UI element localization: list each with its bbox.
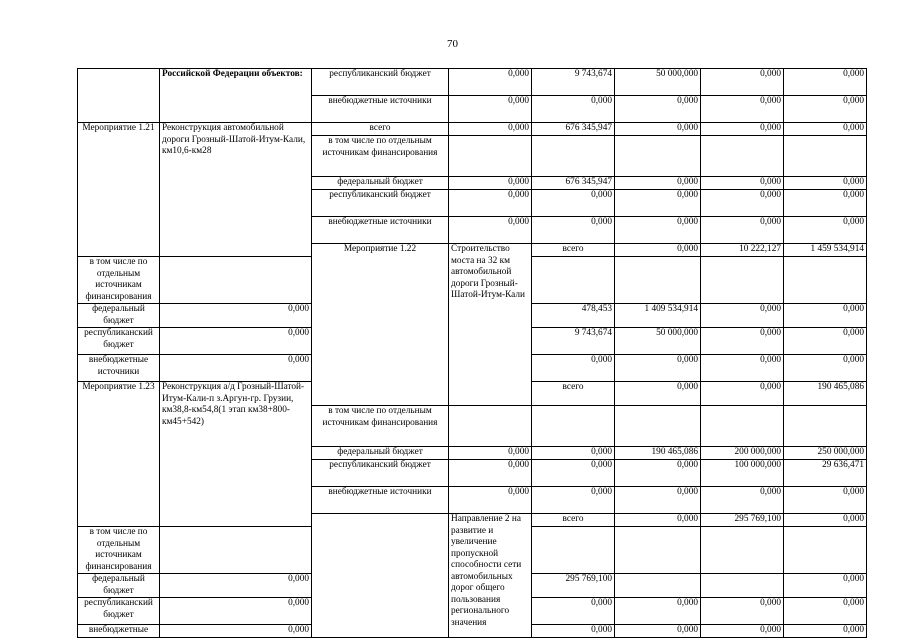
value-cell: 0,000 <box>615 625 701 638</box>
value-cell: 0,000 <box>449 190 532 217</box>
value-cell: 0,000 <box>784 177 867 190</box>
source-label: всего <box>532 244 615 257</box>
value-cell: 0,000 <box>532 190 615 217</box>
value-cell: 0,000 <box>449 460 532 487</box>
measure-label-cell <box>312 514 449 638</box>
value-cell: 0,000 <box>701 487 784 514</box>
value-cell: 0,000 <box>615 382 701 406</box>
value-cell: 0,000 <box>532 460 615 487</box>
value-cell: 478,453 <box>532 304 615 328</box>
value-cell: 0,000 <box>532 487 615 514</box>
value-cell: 0,000 <box>784 598 867 625</box>
value-cell <box>615 406 701 447</box>
source-label: республиканский бюджет <box>78 328 160 355</box>
value-cell: 0,000 <box>160 625 312 638</box>
value-cell: 0,000 <box>449 96 532 123</box>
value-cell: 200 000,000 <box>701 447 784 460</box>
direction-name-cell: Направление 2 на развитие и увеличение пропускной способности сети автомобильных дорог общего пользования регионального значения <box>449 514 532 638</box>
value-cell: 0,000 <box>615 190 701 217</box>
value-cell: 0,000 <box>615 96 701 123</box>
value-cell <box>532 406 615 447</box>
value-cell: 50 000,000 <box>615 69 701 96</box>
source-label: внебюджетные источники <box>78 355 160 382</box>
value-cell: 295 769,100 <box>532 574 615 598</box>
value-cell <box>701 257 784 304</box>
value-cell: 9 743,674 <box>532 328 615 355</box>
value-cell: 295 769,100 <box>701 514 784 527</box>
source-label: республиканский бюджет <box>312 190 449 217</box>
source-label: федеральный бюджет <box>312 177 449 190</box>
source-label: внебюджетные источники <box>312 96 449 123</box>
value-cell: 676 345,947 <box>532 123 615 136</box>
value-cell: 0,000 <box>701 123 784 136</box>
budget-table <box>77 68 867 638</box>
source-label: федеральный бюджет <box>78 574 160 598</box>
measure-label-cell: Мероприятие 1.21 <box>78 123 160 257</box>
object-name-cell-text: Российской Федерации объектов: <box>162 69 303 79</box>
source-label: в том числе по отдельным источникам финансирования <box>312 406 449 447</box>
value-cell <box>615 574 701 598</box>
value-cell: 50 000,000 <box>615 328 701 355</box>
value-cell: 0,000 <box>532 598 615 625</box>
value-cell: 0,000 <box>784 69 867 96</box>
value-cell: 0,000 <box>615 123 701 136</box>
value-cell: 0,000 <box>784 217 867 244</box>
value-cell: 0,000 <box>160 574 312 598</box>
value-cell: 0,000 <box>784 574 867 598</box>
value-cell: 0,000 <box>701 382 784 406</box>
value-cell <box>615 136 701 177</box>
value-cell <box>615 257 701 304</box>
value-cell: 0,000 <box>701 625 784 638</box>
value-cell <box>784 527 867 574</box>
source-label: в том числе по отдельным источникам финансирования <box>78 527 160 574</box>
value-cell: 100 000,000 <box>701 460 784 487</box>
value-cell <box>532 527 615 574</box>
value-cell: 1 459 534,914 <box>784 244 867 257</box>
value-cell: 190 465,086 <box>784 382 867 406</box>
value-cell: 0,000 <box>615 355 701 382</box>
value-cell: 0,000 <box>701 190 784 217</box>
object-name-cell <box>160 69 312 123</box>
measure-name-cell: Строительство моста на 32 км автомобильной дороги Грозный-Шатой-Итум-Кали <box>449 244 532 406</box>
value-cell: 0,000 <box>532 96 615 123</box>
value-cell: 0,000 <box>532 447 615 460</box>
value-cell: 0,000 <box>532 217 615 244</box>
source-label: республиканский бюджет <box>312 69 449 96</box>
value-cell: 0,000 <box>784 487 867 514</box>
value-cell <box>449 136 532 177</box>
value-cell: 676 345,947 <box>532 177 615 190</box>
value-cell: 0,000 <box>615 177 701 190</box>
value-cell: 0,000 <box>701 217 784 244</box>
value-cell: 0,000 <box>160 328 312 355</box>
value-cell: 9 743,674 <box>532 69 615 96</box>
value-cell <box>784 406 867 447</box>
source-label: республиканский бюджет <box>78 598 160 625</box>
value-cell: 0,000 <box>615 217 701 244</box>
measure-label-cell: Мероприятие 1.23 <box>78 382 160 527</box>
value-cell: 0,000 <box>701 328 784 355</box>
value-cell: 0,000 <box>615 244 701 257</box>
value-cell: 0,000 <box>449 123 532 136</box>
value-cell <box>532 136 615 177</box>
value-cell <box>449 406 532 447</box>
value-cell: 0,000 <box>615 460 701 487</box>
value-cell: 0,000 <box>449 177 532 190</box>
measure-name-cell: Реконструкция автомобильной дороги Грозный-Шатой-Итум-Кали, км10,6-км28 <box>160 123 312 257</box>
source-label: всего <box>532 382 615 406</box>
source-label: федеральный бюджет <box>78 304 160 328</box>
page-number: 70 <box>447 38 458 50</box>
value-cell <box>160 257 312 304</box>
value-cell <box>701 136 784 177</box>
value-cell: 0,000 <box>615 514 701 527</box>
value-cell: 0,000 <box>701 96 784 123</box>
value-cell: 0,000 <box>615 598 701 625</box>
value-cell: 0,000 <box>784 96 867 123</box>
value-cell: 0,000 <box>784 190 867 217</box>
value-cell <box>160 527 312 574</box>
value-cell: 250 000,000 <box>784 447 867 460</box>
value-cell: 0,000 <box>449 487 532 514</box>
value-cell <box>532 257 615 304</box>
value-cell: 29 636,471 <box>784 460 867 487</box>
table-row <box>78 123 867 136</box>
value-cell: 0,000 <box>615 487 701 514</box>
source-label: республиканский бюджет <box>312 460 449 487</box>
value-cell: 0,000 <box>532 625 615 638</box>
value-cell <box>701 527 784 574</box>
value-cell: 0,000 <box>701 355 784 382</box>
value-cell: 0,000 <box>449 447 532 460</box>
source-label: внебюджетные <box>78 625 160 638</box>
value-cell: 0,000 <box>784 355 867 382</box>
value-cell: 10 222,127 <box>701 244 784 257</box>
value-cell: 0,000 <box>784 123 867 136</box>
measure-label-cell: Мероприятие 1.22 <box>312 244 449 406</box>
value-cell <box>784 257 867 304</box>
source-label: внебюджетные источники <box>312 217 449 244</box>
value-cell: 0,000 <box>701 598 784 625</box>
value-cell <box>701 574 784 598</box>
value-cell <box>784 136 867 177</box>
source-label: в том числе по отдельным источникам финансирования <box>312 136 449 177</box>
value-cell: 0,000 <box>160 304 312 328</box>
table-row <box>78 69 867 96</box>
measure-label-cell <box>78 69 160 123</box>
value-cell <box>701 406 784 447</box>
measure-name-cell: Реконструкция а/д Грозный-Шатой-Итум-Кали-п з.Аргун-гр. Грузии, км38,8-км54,8(1 этап км38+800-км45+542) <box>160 382 312 527</box>
value-cell: 0,000 <box>784 304 867 328</box>
value-cell: 0,000 <box>701 69 784 96</box>
value-cell: 0,000 <box>449 217 532 244</box>
value-cell: 0,000 <box>784 625 867 638</box>
value-cell: 0,000 <box>701 177 784 190</box>
source-label: всего <box>312 123 449 136</box>
value-cell: 0,000 <box>701 304 784 328</box>
value-cell: 0,000 <box>160 598 312 625</box>
source-label: федеральный бюджет <box>312 447 449 460</box>
source-label: в том числе по отдельным источникам финансирования <box>78 257 160 304</box>
value-cell <box>615 527 701 574</box>
value-cell: 0,000 <box>449 69 532 96</box>
value-cell: 0,000 <box>784 514 867 527</box>
value-cell: 1 409 534,914 <box>615 304 701 328</box>
value-cell: 0,000 <box>784 328 867 355</box>
value-cell: 190 465,086 <box>615 447 701 460</box>
source-label: внебюджетные источники <box>312 487 449 514</box>
source-label: всего <box>532 514 615 527</box>
value-cell: 0,000 <box>160 355 312 382</box>
value-cell: 0,000 <box>532 355 615 382</box>
